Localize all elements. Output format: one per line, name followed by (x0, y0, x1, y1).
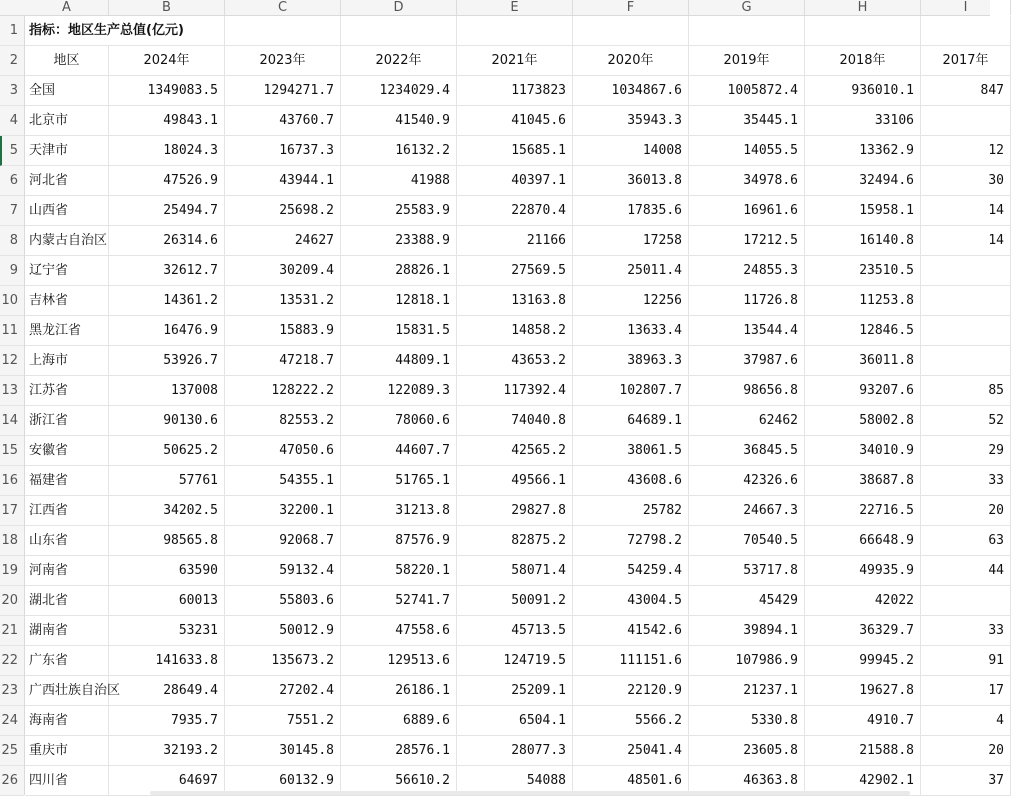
cell-A20[interactable]: 湖北省 (25, 586, 109, 616)
cell-H24[interactable]: 4910.7 (805, 706, 921, 736)
cell-I5[interactable]: 12 (921, 136, 1011, 166)
cell-D2[interactable]: 2022年 (341, 46, 457, 76)
table-row (25, 496, 1011, 526)
cell-B20[interactable]: 60013 (109, 586, 225, 616)
cell-I8[interactable]: 14 (921, 226, 1011, 256)
column-header-I[interactable]: I (921, 0, 1011, 15)
cell-D20[interactable]: 52741.7 (341, 586, 457, 616)
cell-C2[interactable]: 2023年 (225, 46, 341, 76)
cell-G6[interactable]: 34978.6 (689, 166, 805, 196)
cell-G18[interactable]: 70540.5 (689, 526, 805, 556)
cell-A17[interactable]: 江西省 (25, 496, 109, 526)
cell-B25[interactable]: 32193.2 (109, 736, 225, 766)
cell-G2[interactable]: 2019年 (689, 46, 805, 76)
cell-F16[interactable]: 43608.6 (573, 466, 689, 496)
cell-C15[interactable]: 47050.6 (225, 436, 341, 466)
cell-B12[interactable]: 53926.7 (109, 346, 225, 376)
cell-B22[interactable]: 141633.8 (109, 646, 225, 676)
cell-F6[interactable]: 36013.8 (573, 166, 689, 196)
cell-C21[interactable]: 50012.9 (225, 616, 341, 646)
table-row (25, 586, 1011, 616)
cell-A18[interactable]: 山东省 (25, 526, 109, 556)
cell-E5[interactable]: 15685.1 (457, 136, 573, 166)
cell-E22[interactable]: 124719.5 (457, 646, 573, 676)
row-header-12[interactable]: 12 (0, 346, 24, 376)
cell-G21[interactable]: 39894.1 (689, 616, 805, 646)
table-row (25, 106, 1011, 136)
cell-G4[interactable]: 35445.1 (689, 106, 805, 136)
table-row (25, 76, 1011, 106)
cell-H7[interactable]: 15958.1 (805, 196, 921, 226)
cell-C5[interactable]: 16737.3 (225, 136, 341, 166)
cell-B18[interactable]: 98565.8 (109, 526, 225, 556)
cell-E23[interactable]: 25209.1 (457, 676, 573, 706)
table-row (25, 346, 1011, 376)
row-header-18[interactable]: 18 (0, 526, 24, 556)
cell-G22[interactable]: 107986.9 (689, 646, 805, 676)
cell-H23[interactable]: 19627.8 (805, 676, 921, 706)
cell-G1[interactable] (689, 16, 805, 46)
cell-F7[interactable]: 17835.6 (573, 196, 689, 226)
cell-E25[interactable]: 28077.3 (457, 736, 573, 766)
cell-B16[interactable]: 57761 (109, 466, 225, 496)
cell-G14[interactable]: 62462 (689, 406, 805, 436)
table-row (25, 46, 1011, 76)
cell-E8[interactable]: 21166 (457, 226, 573, 256)
row-header-3[interactable]: 3 (0, 76, 24, 106)
column-header-H[interactable]: H (805, 0, 921, 15)
cell-G7[interactable]: 16961.6 (689, 196, 805, 226)
cell-I26[interactable]: 37 (921, 766, 1011, 796)
cell-D3[interactable]: 1234029.4 (341, 76, 457, 106)
cell-D16[interactable]: 51765.1 (341, 466, 457, 496)
cell-B13[interactable]: 137008 (109, 376, 225, 406)
cell-E15[interactable]: 42565.2 (457, 436, 573, 466)
cell-I15[interactable]: 29 (921, 436, 1011, 466)
cell-B26[interactable]: 64697 (109, 766, 225, 796)
cell-A15[interactable]: 安徽省 (25, 436, 109, 466)
table-row (25, 736, 1011, 766)
cell-D22[interactable]: 129513.6 (341, 646, 457, 676)
cell-C20[interactable]: 55803.6 (225, 586, 341, 616)
cell-A21[interactable]: 湖南省 (25, 616, 109, 646)
column-header-A[interactable]: A (25, 0, 109, 15)
cell-C1[interactable] (225, 16, 341, 46)
cell-I20[interactable] (921, 586, 1011, 616)
row-header-11[interactable]: 11 (0, 316, 24, 346)
cell-F13[interactable]: 102807.7 (573, 376, 689, 406)
cell-E16[interactable]: 49566.1 (457, 466, 573, 496)
cell-G15[interactable]: 36845.5 (689, 436, 805, 466)
row-header-22[interactable]: 22 (0, 646, 24, 676)
cell-B23[interactable]: 28649.4 (109, 676, 225, 706)
column-header-F[interactable]: F (573, 0, 689, 15)
cell-E17[interactable]: 29827.8 (457, 496, 573, 526)
cell-A14[interactable]: 浙江省 (25, 406, 109, 436)
cell-D24[interactable]: 6889.6 (341, 706, 457, 736)
cell-B15[interactable]: 50625.2 (109, 436, 225, 466)
cell-I12[interactable] (921, 346, 1011, 376)
cell-C11[interactable]: 15883.9 (225, 316, 341, 346)
cell-E11[interactable]: 14858.2 (457, 316, 573, 346)
cell-D11[interactable]: 15831.5 (341, 316, 457, 346)
cell-A12[interactable]: 上海市 (25, 346, 109, 376)
cell-A8[interactable]: 内蒙古自治区 (25, 226, 109, 256)
cell-I13[interactable]: 85 (921, 376, 1011, 406)
cell-D15[interactable]: 44607.7 (341, 436, 457, 466)
cell-D17[interactable]: 31213.8 (341, 496, 457, 526)
cell-G26[interactable]: 46363.8 (689, 766, 805, 796)
row-header-26[interactable]: 26 (0, 766, 24, 796)
table-row (25, 676, 1011, 706)
cell-F23[interactable]: 22120.9 (573, 676, 689, 706)
cell-B21[interactable]: 53231 (109, 616, 225, 646)
cell-D5[interactable]: 16132.2 (341, 136, 457, 166)
cell-B7[interactable]: 25494.7 (109, 196, 225, 226)
cell-I22[interactable]: 91 (921, 646, 1011, 676)
cell-E10[interactable]: 13163.8 (457, 286, 573, 316)
table-row (25, 706, 1011, 736)
table-row (25, 256, 1011, 286)
cell-F22[interactable]: 111151.6 (573, 646, 689, 676)
cell-G12[interactable]: 37987.6 (689, 346, 805, 376)
column-header-D[interactable]: D (341, 0, 457, 15)
cell-D19[interactable]: 58220.1 (341, 556, 457, 586)
row-header-5[interactable]: 5 (0, 136, 24, 166)
table-row (25, 376, 1011, 406)
cell-F3[interactable]: 1034867.6 (573, 76, 689, 106)
cell-A24[interactable]: 海南省 (25, 706, 109, 736)
cell-C8[interactable]: 24627 (225, 226, 341, 256)
cell-C22[interactable]: 135673.2 (225, 646, 341, 676)
column-header-bar (0, 0, 990, 16)
table-row (25, 316, 1011, 346)
cell-C13[interactable]: 128222.2 (225, 376, 341, 406)
row-header-14[interactable]: 14 (0, 406, 24, 436)
cell-I21[interactable]: 33 (921, 616, 1011, 646)
cell-E24[interactable]: 6504.1 (457, 706, 573, 736)
cell-H16[interactable]: 38687.8 (805, 466, 921, 496)
cell-A3[interactable]: 全国 (25, 76, 109, 106)
cell-F9[interactable]: 25011.4 (573, 256, 689, 286)
cell-A23[interactable]: 广西壮族自治区 (25, 676, 109, 706)
cell-B9[interactable]: 32612.7 (109, 256, 225, 286)
cell-H20[interactable]: 42022 (805, 586, 921, 616)
cell-D21[interactable]: 47558.6 (341, 616, 457, 646)
cell-C18[interactable]: 92068.7 (225, 526, 341, 556)
cell-I19[interactable]: 44 (921, 556, 1011, 586)
cell-F10[interactable]: 12256 (573, 286, 689, 316)
cell-E13[interactable]: 117392.4 (457, 376, 573, 406)
cell-E4[interactable]: 41045.6 (457, 106, 573, 136)
cell-H8[interactable]: 16140.8 (805, 226, 921, 256)
cell-G11[interactable]: 13544.4 (689, 316, 805, 346)
cell-H11[interactable]: 12846.5 (805, 316, 921, 346)
cell-I3[interactable]: 847 (921, 76, 1011, 106)
cell-G9[interactable]: 24855.3 (689, 256, 805, 286)
cell-I17[interactable]: 20 (921, 496, 1011, 526)
row-header-8[interactable]: 8 (0, 226, 24, 256)
cell-C12[interactable]: 47218.7 (225, 346, 341, 376)
cell-B4[interactable]: 49843.1 (109, 106, 225, 136)
cell-H10[interactable]: 11253.8 (805, 286, 921, 316)
row-header-16[interactable]: 16 (0, 466, 24, 496)
cell-F20[interactable]: 43004.5 (573, 586, 689, 616)
row-header-1[interactable]: 1 (0, 16, 24, 46)
cell-A4[interactable]: 北京市 (25, 106, 109, 136)
cell-D8[interactable]: 23388.9 (341, 226, 457, 256)
cell-B11[interactable]: 16476.9 (109, 316, 225, 346)
cell-B14[interactable]: 90130.6 (109, 406, 225, 436)
cell-I18[interactable]: 63 (921, 526, 1011, 556)
cell-F12[interactable]: 38963.3 (573, 346, 689, 376)
cell-H3[interactable]: 936010.1 (805, 76, 921, 106)
cell-G19[interactable]: 53717.8 (689, 556, 805, 586)
cell-C23[interactable]: 27202.4 (225, 676, 341, 706)
cell-H22[interactable]: 99945.2 (805, 646, 921, 676)
row-header-bar (0, 16, 25, 795)
row-header-2[interactable]: 2 (0, 46, 24, 76)
cell-A22[interactable]: 广东省 (25, 646, 109, 676)
table-row (25, 196, 1011, 226)
cell-E18[interactable]: 82875.2 (457, 526, 573, 556)
cell-E2[interactable]: 2021年 (457, 46, 573, 76)
cell-C16[interactable]: 54355.1 (225, 466, 341, 496)
table-row (25, 616, 1011, 646)
table-row (25, 226, 1011, 256)
cell-D25[interactable]: 28576.1 (341, 736, 457, 766)
cell-A26[interactable]: 四川省 (25, 766, 109, 796)
cell-H12[interactable]: 36011.8 (805, 346, 921, 376)
cell-F11[interactable]: 13633.4 (573, 316, 689, 346)
cell-F25[interactable]: 25041.4 (573, 736, 689, 766)
table-row (25, 436, 1011, 466)
cell-A10[interactable]: 吉林省 (25, 286, 109, 316)
table-row (25, 166, 1011, 196)
cell-H1[interactable] (805, 16, 921, 46)
cell-I14[interactable]: 52 (921, 406, 1011, 436)
column-header-E[interactable]: E (457, 0, 573, 15)
cell-G13[interactable]: 98656.8 (689, 376, 805, 406)
cell-I1[interactable] (921, 16, 1011, 46)
cell-I4[interactable] (921, 106, 1011, 136)
cell-H4[interactable]: 33106 (805, 106, 921, 136)
row-header-13[interactable]: 13 (0, 376, 24, 406)
cell-F24[interactable]: 5566.2 (573, 706, 689, 736)
cell-F1[interactable] (573, 16, 689, 46)
cell-C9[interactable]: 30209.4 (225, 256, 341, 286)
table-row (25, 406, 1011, 436)
cell-D18[interactable]: 87576.9 (341, 526, 457, 556)
cell-H18[interactable]: 66648.9 (805, 526, 921, 556)
cell-B3[interactable]: 1349083.5 (109, 76, 225, 106)
cell-I10[interactable] (921, 286, 1011, 316)
table-row (25, 556, 1011, 586)
cell-A6[interactable]: 河北省 (25, 166, 109, 196)
sheet-title[interactable]: 指标：地区生产总值(亿元) (25, 16, 225, 46)
cell-F17[interactable]: 25782 (573, 496, 689, 526)
row-header-6[interactable]: 6 (0, 166, 24, 196)
row-header-21[interactable]: 21 (0, 616, 24, 646)
row-header-7[interactable]: 7 (0, 196, 24, 226)
cell-C6[interactable]: 43944.1 (225, 166, 341, 196)
cell-H9[interactable]: 23510.5 (805, 256, 921, 286)
cell-I16[interactable]: 33 (921, 466, 1011, 496)
cell-H2[interactable]: 2018年 (805, 46, 921, 76)
cell-G23[interactable]: 21237.1 (689, 676, 805, 706)
cell-D4[interactable]: 41540.9 (341, 106, 457, 136)
cell-D12[interactable]: 44809.1 (341, 346, 457, 376)
row-header-20[interactable]: 20 (0, 586, 24, 616)
table-row (25, 646, 1011, 676)
cell-G3[interactable]: 1005872.4 (689, 76, 805, 106)
row-header-4[interactable]: 4 (0, 106, 24, 136)
cell-G10[interactable]: 11726.8 (689, 286, 805, 316)
cell-I7[interactable]: 14 (921, 196, 1011, 226)
cell-A11[interactable]: 黑龙江省 (25, 316, 109, 346)
cell-F2[interactable]: 2020年 (573, 46, 689, 76)
cell-I2[interactable]: 2017年 (921, 46, 1011, 76)
cell-B2[interactable]: 2024年 (109, 46, 225, 76)
cell-E20[interactable]: 50091.2 (457, 586, 573, 616)
cell-C24[interactable]: 7551.2 (225, 706, 341, 736)
cell-B5[interactable]: 18024.3 (109, 136, 225, 166)
cell-I9[interactable] (921, 256, 1011, 286)
cell-H14[interactable]: 58002.8 (805, 406, 921, 436)
table-row (25, 136, 1011, 166)
cell-F18[interactable]: 72798.2 (573, 526, 689, 556)
cell-B24[interactable]: 7935.7 (109, 706, 225, 736)
horizontal-scrollbar[interactable] (150, 791, 910, 795)
column-header-G[interactable]: G (689, 0, 805, 15)
row-header-17[interactable]: 17 (0, 496, 24, 526)
cell-H25[interactable]: 21588.8 (805, 736, 921, 766)
cell-F26[interactable]: 48501.6 (573, 766, 689, 796)
cell-C7[interactable]: 25698.2 (225, 196, 341, 226)
cell-A7[interactable]: 山西省 (25, 196, 109, 226)
cell-A5[interactable]: 天津市 (25, 136, 109, 166)
cell-C3[interactable]: 1294271.7 (225, 76, 341, 106)
cell-D1[interactable] (341, 16, 457, 46)
row-header-25[interactable]: 25 (0, 736, 24, 766)
cell-G20[interactable]: 45429 (689, 586, 805, 616)
cell-E19[interactable]: 58071.4 (457, 556, 573, 586)
cell-E14[interactable]: 74040.8 (457, 406, 573, 436)
cell-G8[interactable]: 17212.5 (689, 226, 805, 256)
cell-D10[interactable]: 12818.1 (341, 286, 457, 316)
cell-E1[interactable] (457, 16, 573, 46)
cell-A16[interactable]: 福建省 (25, 466, 109, 496)
cell-D26[interactable]: 56610.2 (341, 766, 457, 796)
cell-D14[interactable]: 78060.6 (341, 406, 457, 436)
cell-C19[interactable]: 59132.4 (225, 556, 341, 586)
row-header-10[interactable]: 10 (0, 286, 24, 316)
cell-I24[interactable]: 4 (921, 706, 1011, 736)
cell-B10[interactable]: 14361.2 (109, 286, 225, 316)
cell-C17[interactable]: 32200.1 (225, 496, 341, 526)
cell-A19[interactable]: 河南省 (25, 556, 109, 586)
cell-A13[interactable]: 江苏省 (25, 376, 109, 406)
row-header-23[interactable]: 23 (0, 676, 24, 706)
cell-C10[interactable]: 13531.2 (225, 286, 341, 316)
cell-E9[interactable]: 27569.5 (457, 256, 573, 286)
cell-D13[interactable]: 122089.3 (341, 376, 457, 406)
table-row (25, 286, 1011, 316)
cell-H21[interactable]: 36329.7 (805, 616, 921, 646)
cell-C14[interactable]: 82553.2 (225, 406, 341, 436)
cell-D9[interactable]: 28826.1 (341, 256, 457, 286)
cell-H15[interactable]: 34010.9 (805, 436, 921, 466)
cell-D7[interactable]: 25583.9 (341, 196, 457, 226)
row-header-15[interactable]: 15 (0, 436, 24, 466)
cell-I25[interactable]: 20 (921, 736, 1011, 766)
cell-C25[interactable]: 30145.8 (225, 736, 341, 766)
row-header-24[interactable]: 24 (0, 706, 24, 736)
cell-G16[interactable]: 42326.6 (689, 466, 805, 496)
cell-H6[interactable]: 32494.6 (805, 166, 921, 196)
cell-I23[interactable]: 17 (921, 676, 1011, 706)
cell-E26[interactable]: 54088 (457, 766, 573, 796)
cell-B6[interactable]: 47526.9 (109, 166, 225, 196)
cell-C26[interactable]: 60132.9 (225, 766, 341, 796)
cell-F21[interactable]: 41542.6 (573, 616, 689, 646)
column-header-B[interactable]: B (109, 0, 225, 15)
cell-A9[interactable]: 辽宁省 (25, 256, 109, 286)
cell-D6[interactable]: 41988 (341, 166, 457, 196)
table-row (25, 466, 1011, 496)
cell-H19[interactable]: 49935.9 (805, 556, 921, 586)
cell-F15[interactable]: 38061.5 (573, 436, 689, 466)
cell-H13[interactable]: 93207.6 (805, 376, 921, 406)
cell-E6[interactable]: 40397.1 (457, 166, 573, 196)
column-header-C[interactable]: C (225, 0, 341, 15)
cell-I6[interactable]: 30 (921, 166, 1011, 196)
row-header-19[interactable]: 19 (0, 556, 24, 586)
cell-H5[interactable]: 13362.9 (805, 136, 921, 166)
cell-B8[interactable]: 26314.6 (109, 226, 225, 256)
cell-A2[interactable]: 地区 (25, 46, 109, 76)
cell-F14[interactable]: 64689.1 (573, 406, 689, 436)
cell-H17[interactable]: 22716.5 (805, 496, 921, 526)
cell-G25[interactable]: 23605.8 (689, 736, 805, 766)
cell-G17[interactable]: 24667.3 (689, 496, 805, 526)
cell-B17[interactable]: 34202.5 (109, 496, 225, 526)
cell-G5[interactable]: 14055.5 (689, 136, 805, 166)
cell-H26[interactable]: 42902.1 (805, 766, 921, 796)
cell-F19[interactable]: 54259.4 (573, 556, 689, 586)
table-row (25, 526, 1011, 556)
cell-F5[interactable]: 14008 (573, 136, 689, 166)
row-header-9[interactable]: 9 (0, 256, 24, 286)
cell-A25[interactable]: 重庆市 (25, 736, 109, 766)
cell-F8[interactable]: 17258 (573, 226, 689, 256)
cell-C4[interactable]: 43760.7 (225, 106, 341, 136)
cell-D23[interactable]: 26186.1 (341, 676, 457, 706)
cell-E21[interactable]: 45713.5 (457, 616, 573, 646)
cell-E7[interactable]: 22870.4 (457, 196, 573, 226)
cell-B19[interactable]: 63590 (109, 556, 225, 586)
cell-E12[interactable]: 43653.2 (457, 346, 573, 376)
cell-E3[interactable]: 1173823 (457, 76, 573, 106)
cell-F4[interactable]: 35943.3 (573, 106, 689, 136)
cell-I11[interactable] (921, 316, 1011, 346)
cell-G24[interactable]: 5330.8 (689, 706, 805, 736)
